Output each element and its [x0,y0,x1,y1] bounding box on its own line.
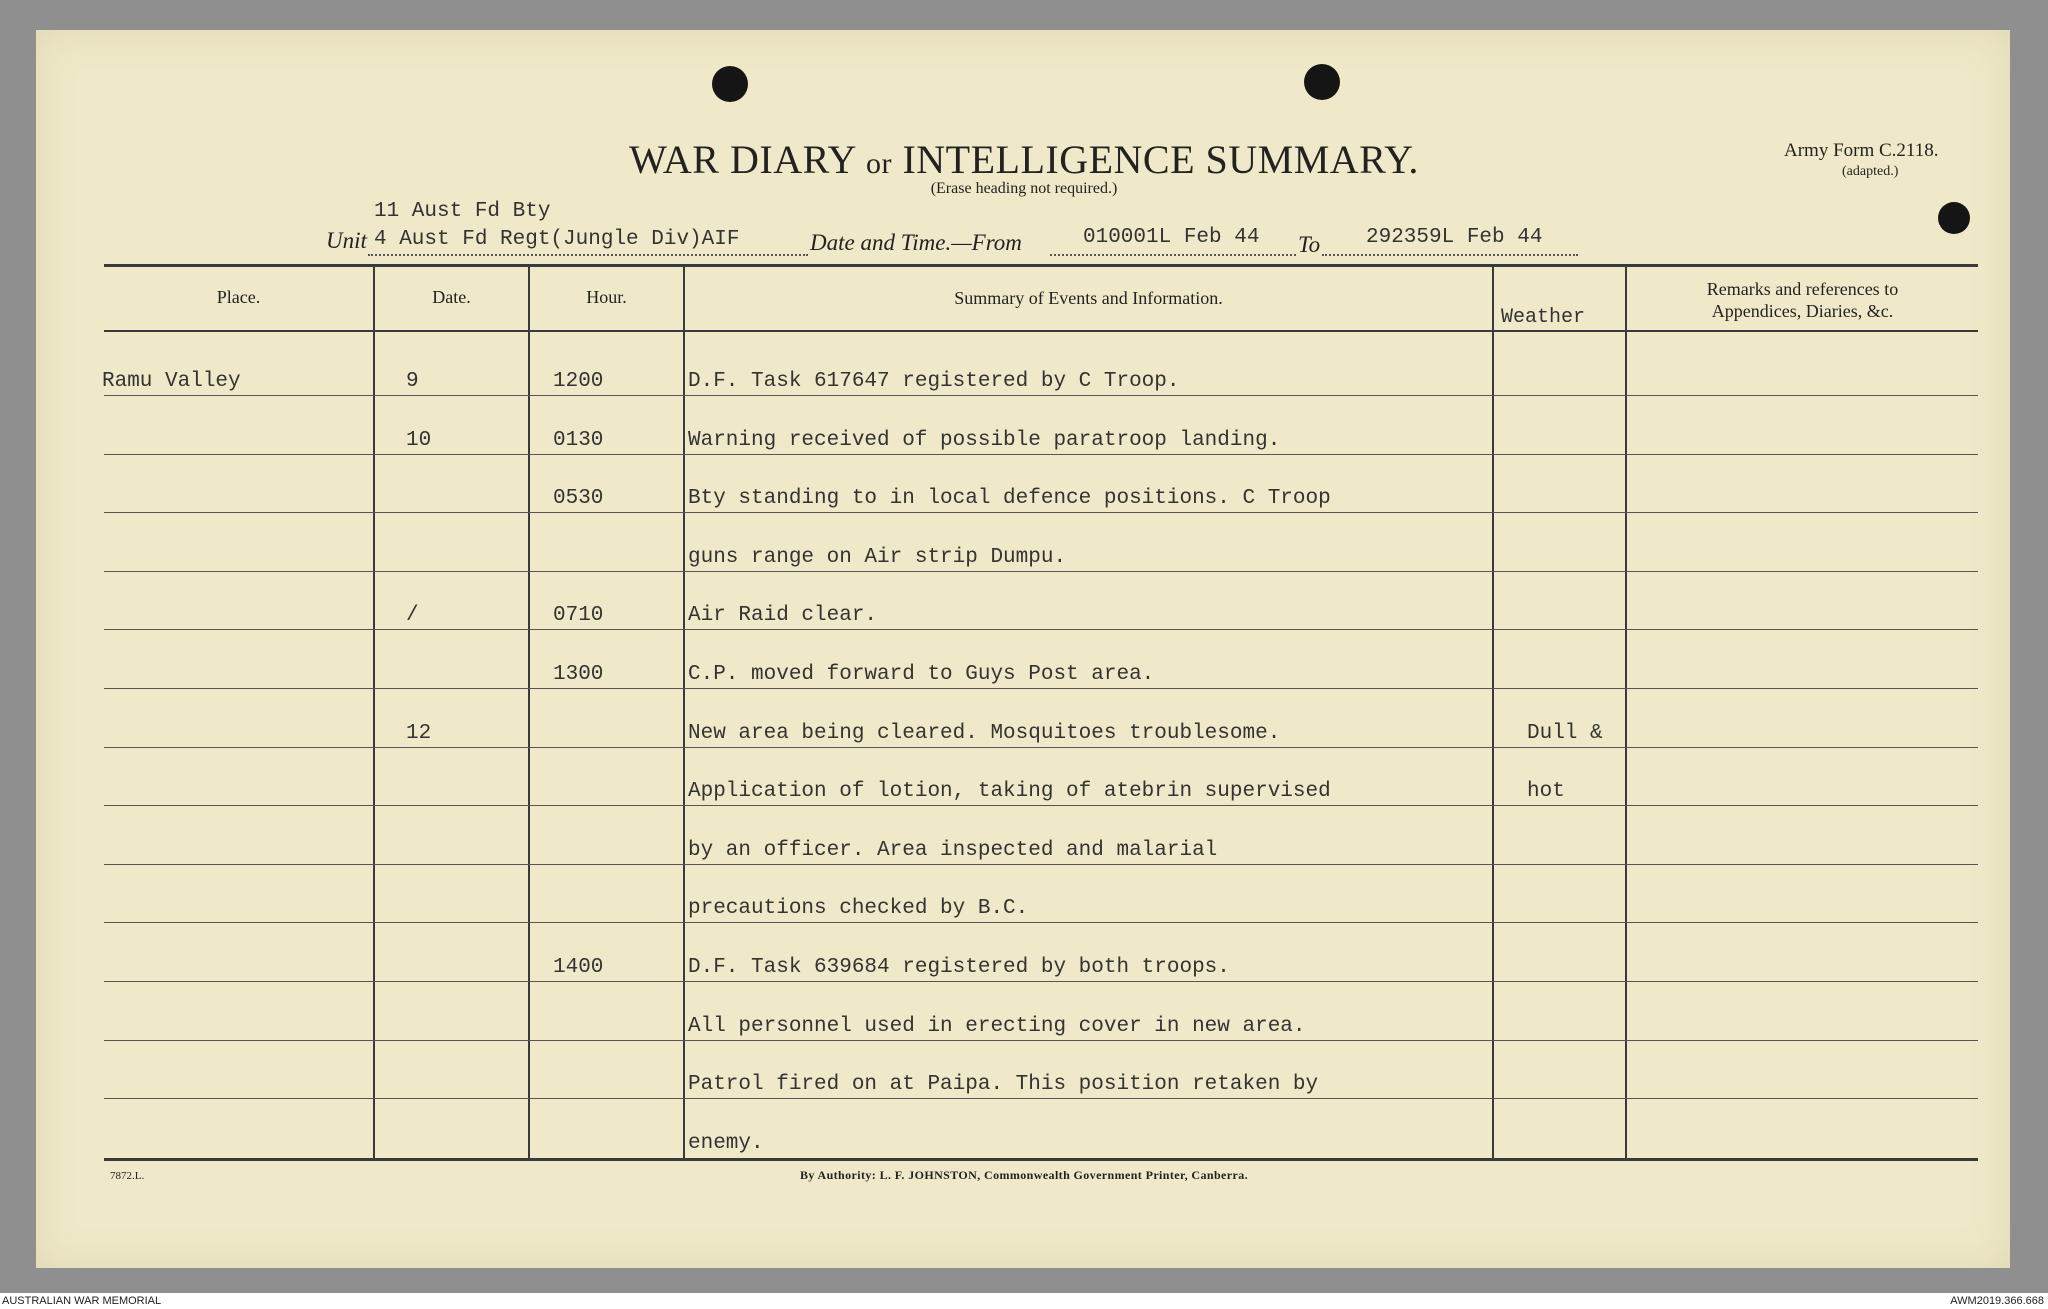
table-top-rule [104,264,1978,267]
from-value: 010001L Feb 44 [1083,226,1260,249]
col-header-weather: Weather [1501,306,1586,329]
date-time-label: Date and Time.—From [810,230,1022,255]
column-divider [1625,266,1627,1159]
row-rule [104,922,1978,923]
unit-label: Unit [326,228,367,253]
row-rule [104,981,1978,982]
row-hour: 0710 [553,604,604,627]
row-weather: hot [1527,780,1565,803]
table-bottom-rule [104,1158,1978,1161]
row-summary: precautions checked by B.C. [688,897,1029,920]
col-header-place: Place. [216,287,261,307]
row-rule [104,747,1978,748]
row-summary: Warning received of possible paratroop landing. [688,429,1281,452]
col-header-hour: Hour. [586,287,627,307]
row-rule [104,688,1978,689]
army-form-number: Army Form C.2118. [1784,140,1939,161]
column-divider [373,266,375,1159]
punch-hole [1304,64,1340,100]
row-summary: guns range on Air strip Dumpu. [688,546,1067,569]
col-header-summary: Summary of Events and Information. [954,288,1223,308]
row-summary: Air Raid clear. [688,604,878,627]
printer-authority: By Authority: L. F. JOHNSTON, Commonwealth Government Printer, Canberra. [799,1168,1248,1182]
row-rule [104,454,1978,455]
row-summary: All personnel used in erecting cover in new area. [688,1015,1306,1038]
form-number: 7872.L. [110,1170,145,1182]
row-date: 9 [406,370,419,393]
unit-dotted-line [368,254,808,256]
punch-hole [1938,202,1970,234]
row-rule [104,395,1978,396]
punch-hole [712,66,748,102]
row-summary: C.P. moved forward to Guys Post area. [688,663,1155,686]
row-rule [104,1098,1978,1099]
column-divider [528,266,530,1159]
row-weather: Dull & [1527,722,1603,745]
row-summary: by an officer. Area inspected and malarial [688,839,1218,862]
row-summary: Bty standing to in local defence positions. C Troop [688,487,1331,510]
row-hour: 0130 [553,429,604,452]
row-summary: D.F. Task 617647 registered by C Troop. [688,370,1180,393]
row-rule [104,805,1978,806]
row-date: 12 [406,722,432,745]
row-place: Ramu Valley [102,370,241,393]
from-dotted-line [1050,254,1296,256]
row-summary: D.F. Task 639684 registered by both troops. [688,956,1230,979]
form-subtitle: (Erase heading not required.) [930,180,1118,197]
col-header-date: Date. [432,287,471,307]
column-divider [1492,266,1494,1159]
archive-id: AWM2019.366.668 [1950,1295,2044,1307]
row-date: 10 [406,429,432,452]
to-value: 292359L Feb 44 [1366,226,1543,249]
row-rule [104,864,1978,865]
unit-line-1: 11 Aust Fd Bty [374,200,551,223]
row-hour: 1400 [553,956,604,979]
row-summary: Application of lotion, taking of atebrin supervised [688,780,1331,803]
army-form-adapted: (adapted.) [1842,164,1899,179]
row-summary: enemy. [688,1132,764,1155]
archive-strip [0,1293,2048,1309]
row-rule [104,629,1978,630]
row-rule [104,1040,1978,1041]
col-header-remarks: Remarks and references to Appendices, Diaries, &c. [1706,279,1899,321]
unit-line-2: 4 Aust Fd Regt(Jungle Div)AIF [374,228,740,251]
row-rule [104,571,1978,572]
row-hour: 1300 [553,663,604,686]
row-hour: 1200 [553,370,604,393]
row-summary: Patrol fired on at Paipa. This position retaken by [688,1073,1319,1096]
header-bottom-rule [104,330,1978,332]
to-dotted-line [1322,254,1578,256]
to-label: To [1298,232,1321,257]
column-divider [683,266,685,1159]
row-summary: New area being cleared. Mosquitoes troublesome. [688,722,1281,745]
row-date: / [406,604,419,627]
form-title: WAR DIARY or INTELLIGENCE SUMMARY. [629,137,1419,182]
row-hour: 0530 [553,487,604,510]
row-rule [104,512,1978,513]
archive-name: AUSTRALIAN WAR MEMORIAL [2,1295,162,1307]
